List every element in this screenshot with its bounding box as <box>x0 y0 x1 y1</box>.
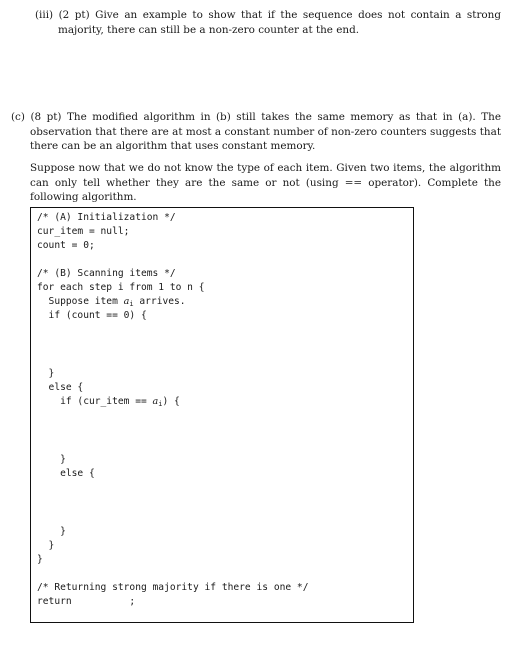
code-line-cur-item: cur_item = null; <box>37 226 130 237</box>
part-c-question <box>11 110 501 154</box>
code-line-init-comment: /* (A) Initialization */ <box>37 212 176 223</box>
code-line-close-for: } <box>37 554 43 565</box>
part-iii-question <box>35 8 502 37</box>
code-line-close-if: } <box>37 368 55 379</box>
part-c-points: (8 pt) <box>30 111 62 123</box>
code-line-close-else: } <box>37 540 55 551</box>
code-line-item-arrives: Suppose item $a_i$ arrives. <box>37 296 186 308</box>
code-line-count: count = 0; <box>37 240 95 251</box>
code-line-close-inner-if: } <box>37 454 66 465</box>
code-line-for-loop: for each step i from 1 to n { <box>37 282 205 293</box>
part-iii-text: Give an example to show that if the sequence does not contain a strong majority, there can still be a non-zero counter at the end. <box>58 9 502 36</box>
code-line-if-count-zero: if (count == 0) { <box>37 310 147 321</box>
code-line-scan-comment: /* (B) Scanning items */ <box>37 268 176 279</box>
code-line-close-inner-else: } <box>37 526 66 537</box>
part-c-text2: Suppose now that we do not know the type of each item. Given two items, the algorithm can only tell whether they are the same or not (using == operator). Complete the following algorithm. <box>30 162 501 203</box>
code-line-if-cur-item: if (cur_item == $a_i$) { <box>37 396 180 408</box>
part-iii-points: (2 pt) <box>58 9 90 21</box>
part-c-instructions <box>30 161 501 205</box>
algorithm-code-box <box>30 207 414 623</box>
code-line-return: return ; <box>37 596 136 607</box>
part-iii-label: (iii) <box>35 9 54 21</box>
code-line-inner-else: else { <box>37 468 95 479</box>
part-c-label: (c) <box>11 111 25 123</box>
code-line-return-comment: /* Returning strong majority if there is one */ <box>37 582 309 593</box>
code-line-else: else { <box>37 382 84 393</box>
part-c-text: The modified algorithm in (b) still takes the same memory as that in (a). The observation that there are at most a constant number of non-zero counters suggests that there can be an algorithm that uses constant memory. <box>30 111 501 152</box>
